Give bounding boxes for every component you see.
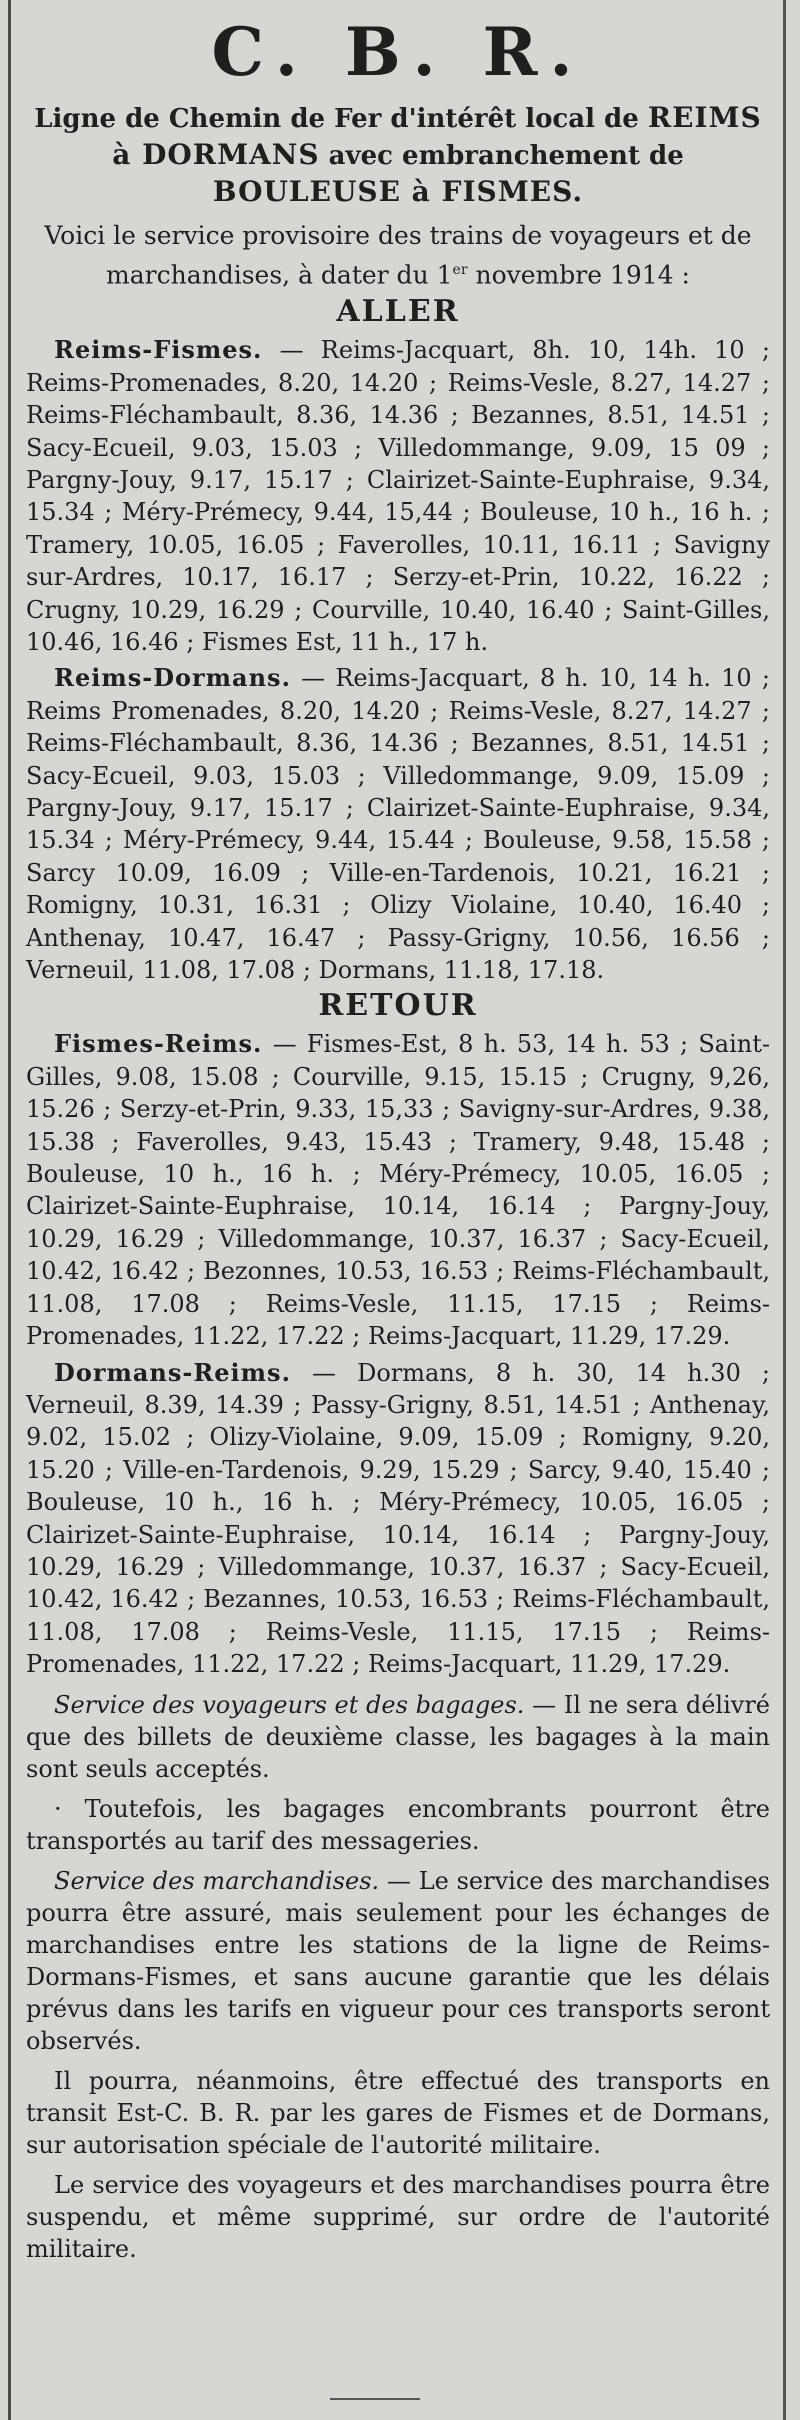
closing-rule — [330, 2398, 420, 2400]
note-text: · Toutefois, les bagages encombrants pourront être transportés au tarif des messageries. — [26, 1794, 770, 1855]
note-text: Le service des voyageurs et des marchandises pourra être suspendu, et même supprimé, sur ordre de l'autorité militaire. — [26, 2170, 770, 2263]
intro-paragraph — [28, 219, 768, 292]
left-column-rule — [8, 0, 11, 2420]
headline — [32, 100, 764, 211]
section-heading-aller: ALLER — [336, 294, 460, 330]
route-name: Reims-Dormans. — [54, 663, 291, 693]
route-name: Fismes-Reims. — [54, 1029, 263, 1059]
section-heading-retour: RETOUR — [318, 988, 478, 1024]
headline-part2: REIMS à DORMANS — [112, 101, 762, 171]
note-text: — Il ne sera délivré que des billets de deuxième classe, les bagages à la main sont seuls acceptés. — [26, 1690, 770, 1783]
note-voyageurs — [26, 1689, 770, 1785]
intro-after: novembre 1914 : — [467, 260, 690, 290]
route-schedule: — Fismes-Est, 8 h. 53, 14 h. 53 ; Saint-Gilles, 9.08, 15.08 ; Courville, 9.15, 15.15 ; Crugny, 9,26, 15.26 ; Serzy-et-Prin, 9.33, 15,33 ; Savigny-sur-Ardres, 9.38, 15.38 ; Faverolles, 9.43, 15.43 ; Tramery, 9.48, 15.48 ; Bouleuse, 10 h., 16 h. ; Méry-Prémecy, 10.05, 16.05 ; Clairizet-Sainte-Euphraise, 10.14, 16.14 ; Pargny-Jouy, 10.29, 16.29 ; Villedommange, 10.37, 16.37 ; Sacy-Ecueil, 10.42, 16.42 ; Bezonnes, 10.53, 16.53 ; Reims-Fléchambault, 11.08, 17.08 ; Reims-Vesle, 11.15, 17.15 ; Reims-Promenades, 11.22, 17.22 ; Reims-Jacquart, 11.29, 17.29. — [26, 1030, 770, 1351]
route-schedule: — Dormans, 8 h. 30, 14 h.30 ; Verneuil, 8.39, 14.39 ; Passy-Grigny, 8.51, 14.51 ; Anthenay, 9.02, 15.02 ; Olizy-Violaine, 9.09, 15.09 ; Romigny, 9.20, 15.20 ; Ville-en-Tardenois, 9.29, 15.29 ; Sarcy, 9.40, 15.40 ; Bouleuse, 10 h., 16 h. ; Méry-Prémecy, 10.05, 16.05 ; Clairizet-Sainte-Euphraise, 10.14, 16.14 ; Pargny-Jouy, 10.29, 16.29 ; Villedommange, 10.37, 16.37 ; Sacy-Ecueil, 10.42, 16.42 ; Bezannes, 10.53, 16.53 ; Reims-Fléchambault, 11.08, 17.08 ; Reims-Vesle, 11.15, 17.15 ; Reims-Promenades, 11.22, 17.22 ; Reims-Jacquart, 11.29, 17.29. — [26, 1358, 770, 1679]
right-column-rule — [783, 0, 786, 2420]
note-lead: Service des marchandises. — [54, 1866, 380, 1895]
route-name: Dormans-Reims. — [54, 1357, 291, 1387]
headline-part4: BOULEUSE à FISMES. — [212, 175, 584, 208]
route-reims-fismes — [26, 334, 770, 658]
note-suspension — [26, 2169, 770, 2265]
headline-part1: Ligne de Chemin de Fer d'intérêt local de — [34, 104, 639, 134]
note-marchandises — [26, 1865, 770, 2057]
route-schedule: — Reims-Jacquart, 8h. 10, 14h. 10 ; Reims-Promenades, 8.20, 14.20 ; Reims-Vesle, 8.27, 14.27 ; Reims-Fléchambault, 8.36, 14.36 ; Bezannes, 8.51, 14.51 ; Sacy-Ecueil, 9.03, 15.03 ; Villedommange, 9.09, 15 09 ; Pargny-Jouy, 9.17, 15.17 ; Clairizet-Sainte-Euphraise, 9.34, 15.34 ; Méry-Prémecy, 9.44, 15,44 ; Bouleuse, 10 h., 16 h. ; Tramery, 10.05, 16.05 ; Faverolles, 10.11, 16.11 ; Savigny sur-Ardres, 10.17, 16.17 ; Serzy-et-Prin, 10.22, 16.22 ; Crugny, 10.29, 16.29 ; Courville, 10.40, 16.40 ; Saint-Gilles, 10.46, 16.46 ; Fismes Est, 11 h., 17 h. — [26, 336, 770, 656]
note-text: — Le service des marchandises pourra être assuré, mais seulement pour les échanges de marchandises entre les stations de la ligne de Reims-Dormans-Fismes, et sans aucune garantie que les délais prévus dans les tarifs en vigueur pour ces transports seront observés. — [26, 1866, 770, 2055]
intro-before: Voici le service provisoire des trains de voyageurs et de marchandises, à dater du 1 — [44, 221, 752, 290]
route-schedule: — Reims-Jacquart, 8 h. 10, 14 h. 10 ; Reims Promenades, 8.20, 14.20 ; Reims-Vesle, 8.27, 14.27 ; Reims-Fléchambault, 8.36, 14.36 ; Bezannes, 8.51, 14.51 ; Sacy-Ecueil, 9.03, 15.03 ; Villedommange, 9.09, 15.09 ; Pargny-Jouy, 9.17, 15.17 ; Clairizet-Sainte-Euphraise, 9.34, 15.34 ; Méry-Prémecy, 9.44, 15.44 ; Bouleuse, 9.58, 15.58 ; Sarcy 10.09, 16.09 ; Ville-en-Tardenois, 10.21, 16.21 ; Romigny, 10.31, 16.31 ; Olizy Violaine, 10.40, 16.40 ; Anthenay, 10.47, 16.47 ; Passy-Grigny, 10.56, 16.56 ; Verneuil, 11.08, 17.08 ; Dormans, 11.18, 17.18. — [26, 664, 770, 985]
route-fismes-reims — [26, 1028, 770, 1352]
note-transit — [26, 2065, 770, 2161]
intro-sup: er — [452, 262, 468, 278]
route-reims-dormans — [26, 662, 770, 986]
route-dormans-reims — [26, 1357, 770, 1681]
masthead: C. B. R. — [211, 13, 585, 91]
article-column — [26, 0, 770, 2420]
headline-part3: avec embranchement de — [328, 141, 684, 171]
note-lead: Service des voyageurs et des bagages. — [54, 1690, 525, 1719]
note-text: Il pourra, néanmoins, être effectué des transports en transit Est-C. B. R. par les gares de Fismes et de Dormans, sur autorisation spéciale de l'autorité militaire. — [26, 2066, 770, 2159]
route-name: Reims-Fismes. — [54, 335, 263, 365]
note-bagages — [26, 1793, 770, 1857]
